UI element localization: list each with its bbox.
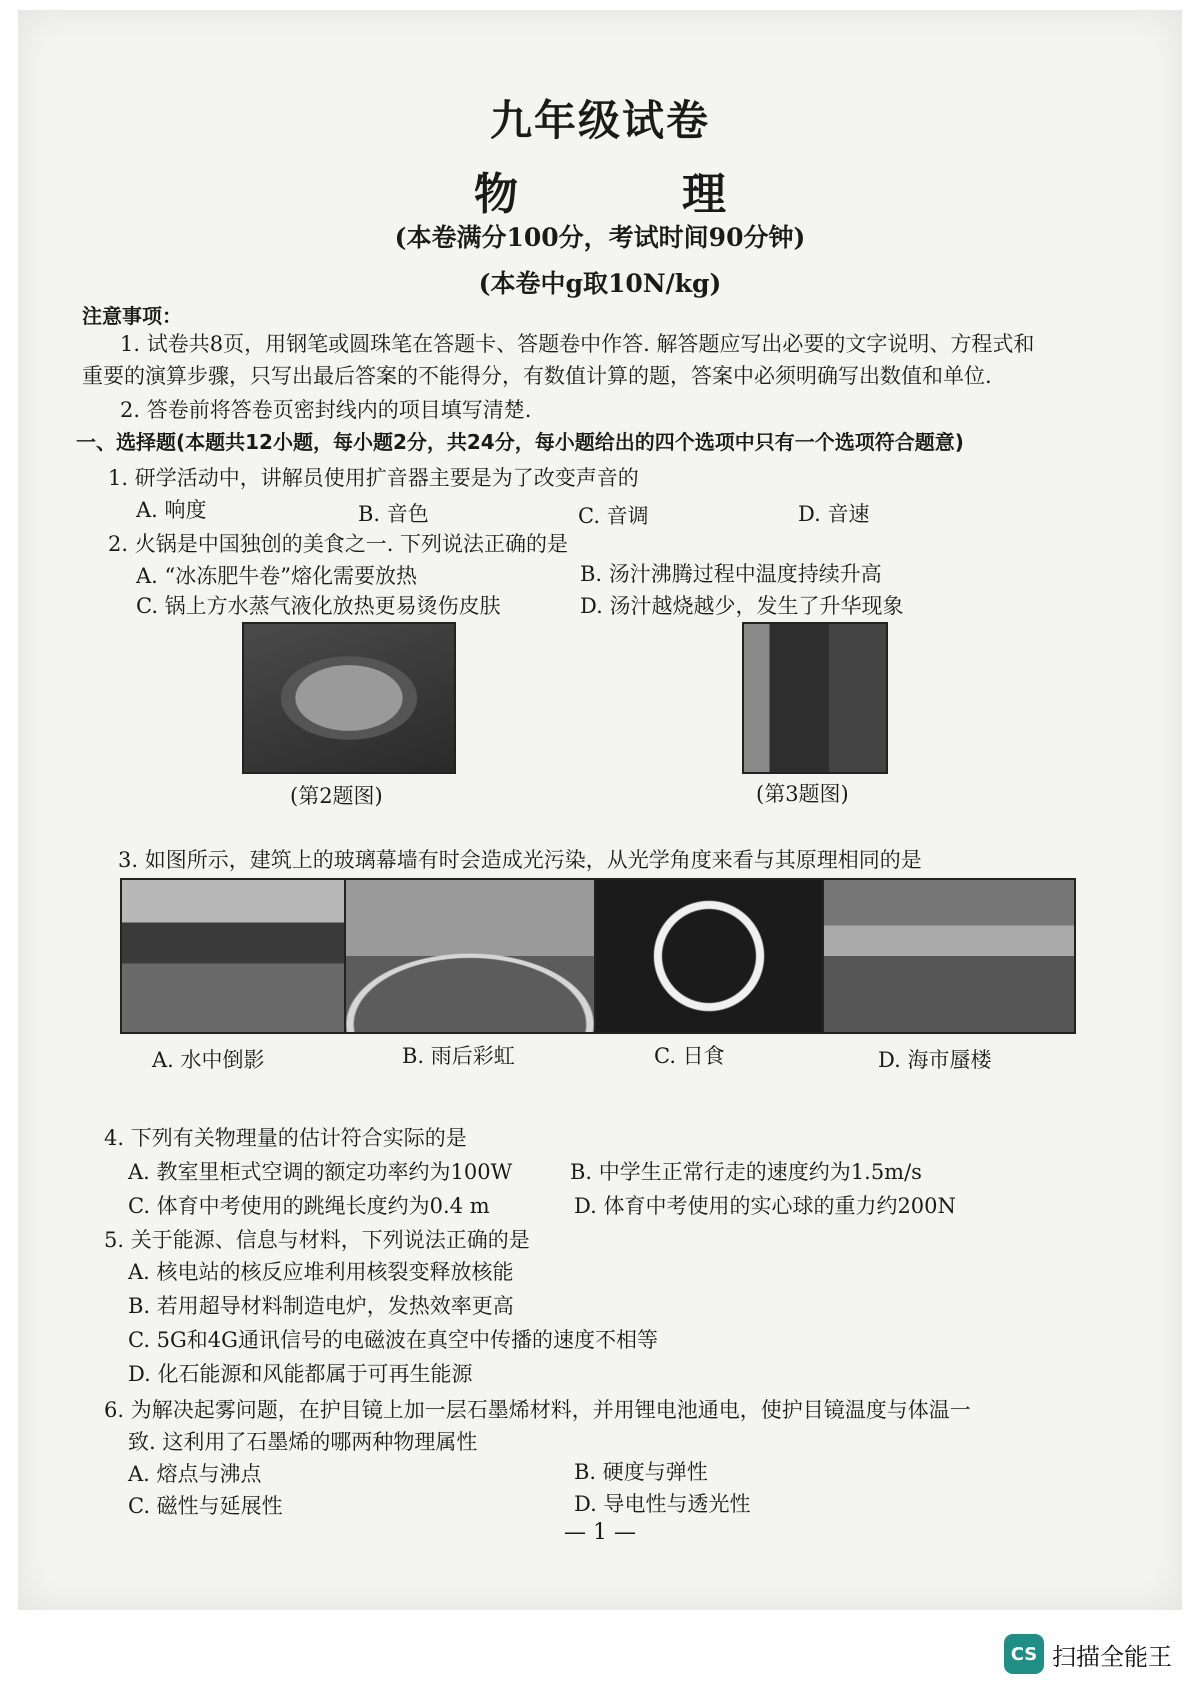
notice-heading: 注意事项： [82,304,182,328]
q2-figure-caption: (第2题图) [290,784,383,808]
notice-item-1-line-2: 重要的演算步骤，只写出最后答案的不能得分，有数值计算的题，答案中必须明确写出数值和单位. [82,364,992,388]
q1-stem: 1. 研学活动中，讲解员使用扩音器主要是为了改变声音的 [108,466,639,490]
q3-option-a: A. 水中倒影 [152,1048,265,1072]
page-number: — 1 — [564,1520,636,1545]
q1-option-a: A. 响度 [136,498,207,522]
q3-mirage-photo [822,878,1076,1034]
q3-stem: 3. 如图所示，建筑上的玻璃幕墙有时会造成光污染，从光学角度来看与其原理相同的是 [118,848,922,872]
scanner-app-name: 扫描全能王 [1052,1642,1172,1671]
q3-option-c: C. 日食 [654,1044,725,1068]
q2-hotpot-photo [242,622,456,774]
q2-option-a: A. “冰冻肥牛卷”熔化需要放热 [136,564,417,588]
exam-info-g-value: (本卷中g取10N/kg) [478,269,722,298]
q4-stem: 4. 下列有关物理量的估计符合实际的是 [104,1126,467,1150]
q3-glass-building-photo [742,622,888,774]
q4-option-d: D. 体育中考使用的实心球的重力约200N [574,1194,956,1218]
exam-info-score-time: (本卷满分100分，考试时间90分钟) [394,223,806,252]
q3-solar-eclipse-photo [594,878,824,1034]
q4-option-a: A. 教室里柜式空调的额定功率约为100W [128,1160,513,1184]
q3-option-d: D. 海市蜃楼 [878,1048,992,1072]
q6-option-c: C. 磁性与延展性 [128,1494,283,1518]
q3-figure-caption: (第3题图) [756,782,849,806]
q2-option-b: B. 汤汁沸腾过程中温度持续升高 [580,562,882,586]
exam-page [18,10,1182,1610]
q4-option-c: C. 体育中考使用的跳绳长度约为0.4 m [128,1194,490,1218]
q5-option-c: C. 5G和4G通讯信号的电磁波在真空中传播的速度不相等 [128,1328,658,1352]
q4-option-b: B. 中学生正常行走的速度约为1.5m/s [570,1160,922,1184]
notice-item-2: 2. 答卷前将答卷页密封线内的项目填写清楚. [120,398,532,422]
camscanner-logo-icon: CS [1004,1634,1044,1674]
scanner-watermark [1004,1632,1172,1676]
notice-item-1-line-1: 1. 试卷共8页，用钢笔或圆珠笔在答题卡、答题卷中作答. 解答题应写出必要的文字说明、方程式和 [120,332,1035,356]
q3-option-b: B. 雨后彩虹 [402,1044,515,1068]
exam-title: 九年级试卷 [489,96,710,145]
q6-stem-line-2: 致. 这利用了石墨烯的哪两种物理属性 [128,1430,478,1454]
subject-title: 物 理 [474,169,786,220]
q6-stem-line-1: 6. 为解决起雾问题，在护目镜上加一层石墨烯材料，并用锂电池通电，使护目镜温度与体温一 [104,1398,971,1422]
q1-option-b: B. 音色 [358,502,429,526]
q6-option-d: D. 导电性与透光性 [574,1492,751,1516]
q1-option-c: C. 音调 [578,504,649,528]
q2-option-d: D. 汤汁越烧越少，发生了升华现象 [580,594,904,618]
q2-stem: 2. 火锅是中国独创的美食之一. 下列说法正确的是 [108,532,569,556]
q2-option-c: C. 锅上方水蒸气液化放热更易烫伤皮肤 [136,594,501,618]
q6-option-a: A. 熔点与沸点 [128,1462,262,1486]
q5-stem: 5. 关于能源、信息与材料，下列说法正确的是 [104,1228,530,1252]
section-1-heading: 一、选择题(本题共12小题，每小题2分，共24分，每小题给出的四个选项中只有一个选项符合题意) [76,430,964,454]
q6-option-b: B. 硬度与弹性 [574,1460,708,1484]
q3-water-reflection-photo [120,878,346,1034]
q1-option-d: D. 音速 [798,502,870,526]
q5-option-a: A. 核电站的核反应堆利用核裂变释放核能 [128,1260,514,1284]
q5-option-d: D. 化石能源和风能都属于可再生能源 [128,1362,473,1386]
q3-rainbow-photo [344,878,596,1034]
q5-option-b: B. 若用超导材料制造电炉，发热效率更高 [128,1294,514,1318]
